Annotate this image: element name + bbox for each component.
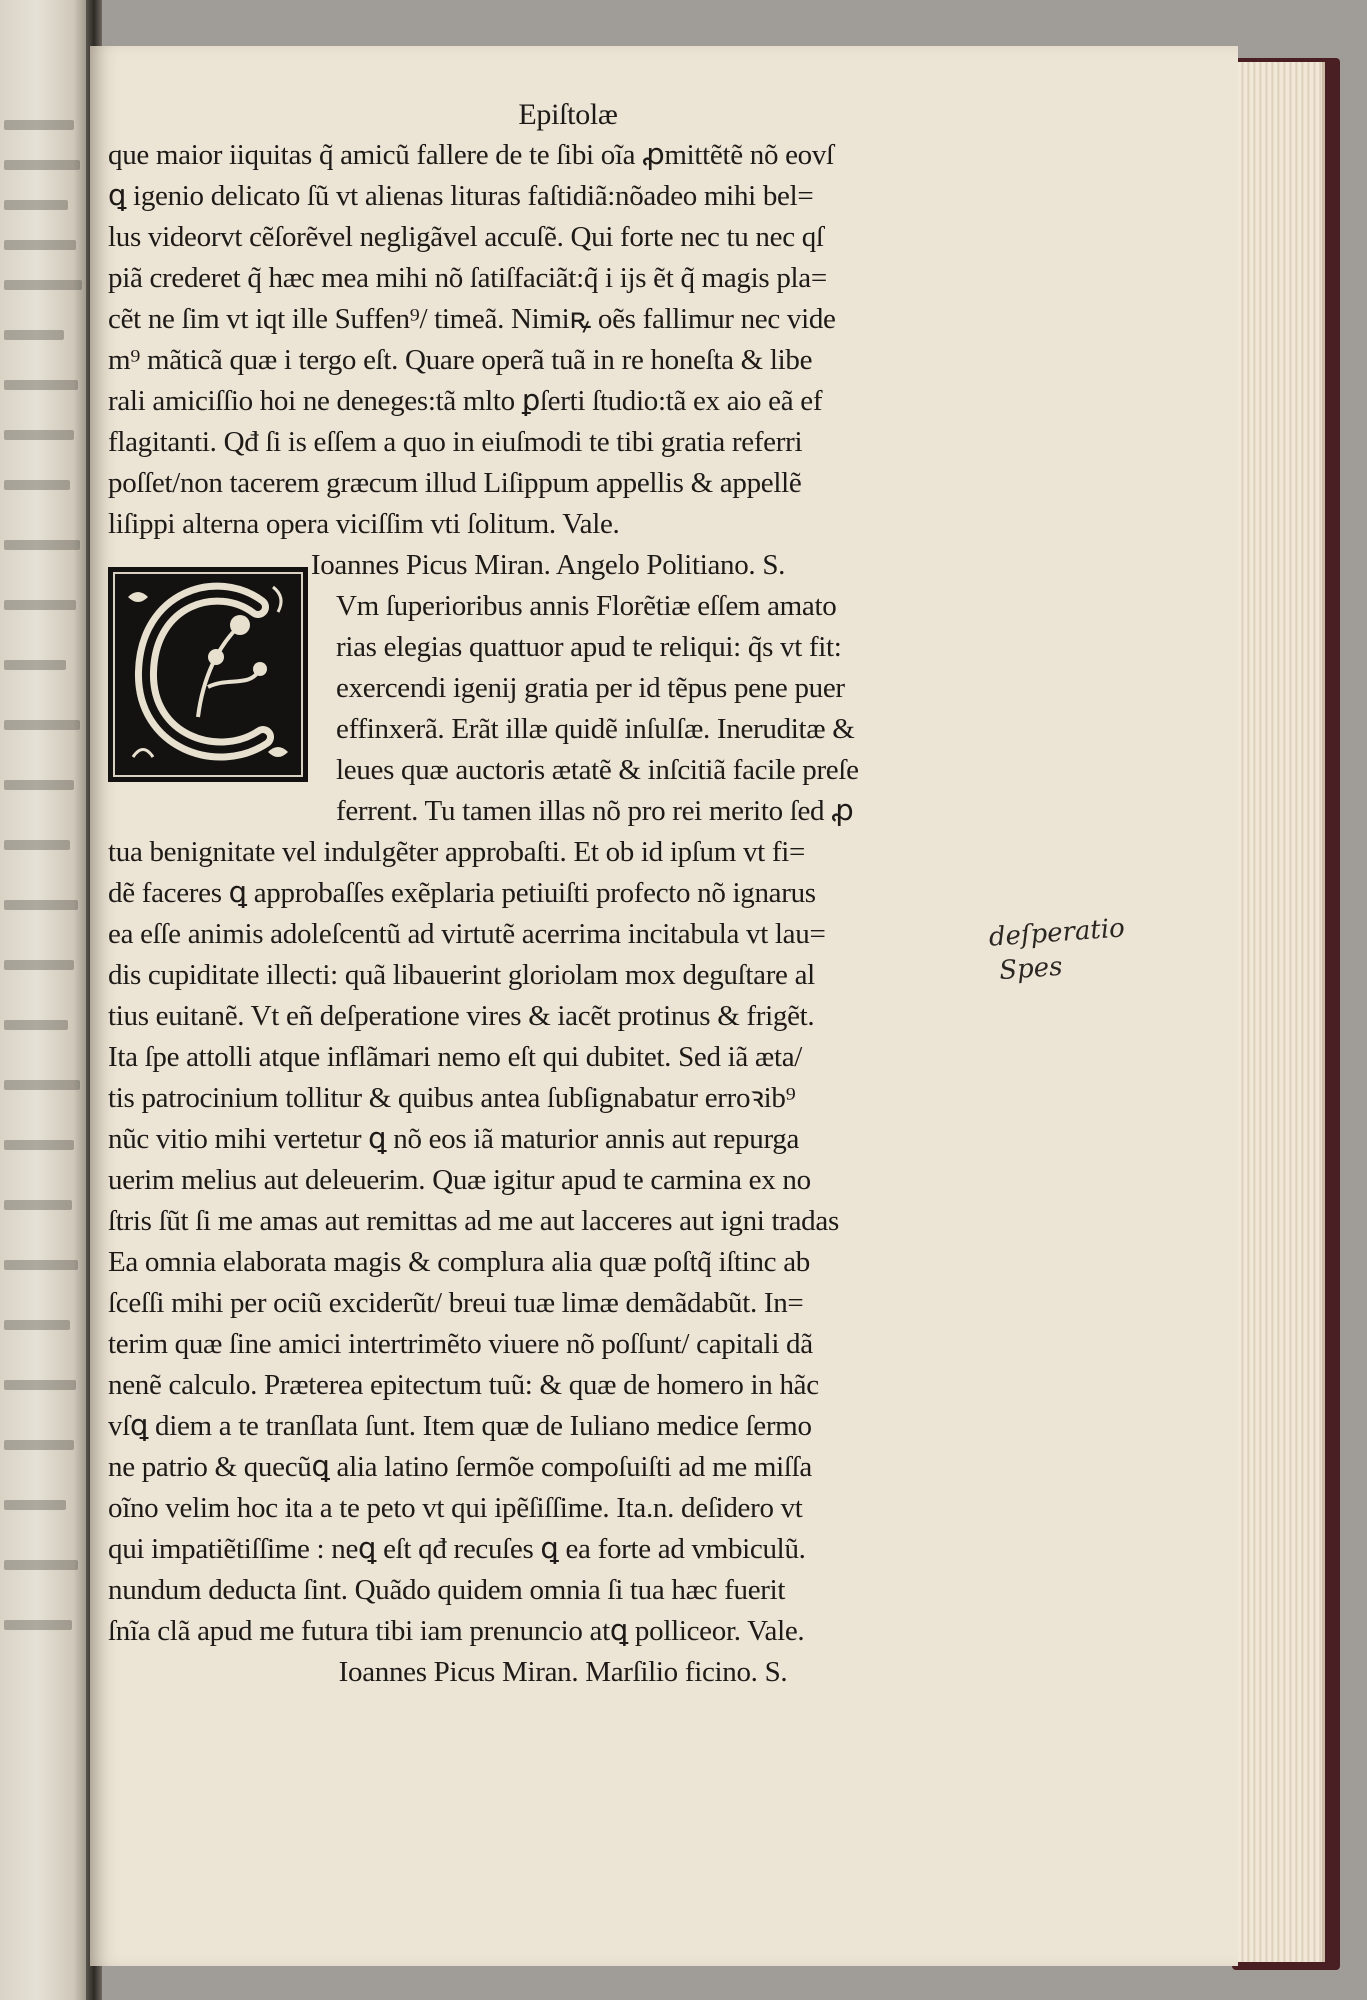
- text-line: liſippi alterna opera viciſſim vti ſolitum. Vale.: [108, 508, 620, 540]
- letter-heading: Ioannes Picus Miran. Marſilio ficino. S.: [338, 1656, 788, 1688]
- text-line: tis patrocinium tollitur & quibus antea ſubſignabatur erroꝛib⁹: [108, 1082, 796, 1114]
- margin-note-line: deſperatio: [987, 913, 1126, 953]
- text-line: flagitanti. Qđ ſi is eſſem a quo in eiuſmodi te tibi gratia referri: [108, 426, 803, 458]
- text-line: ne patrio & quecũꝗ alia latino ſermõe compoſuiſti ad me miſſa: [108, 1451, 812, 1483]
- text-line: ea eſſe animis adoleſcentũ ad virtutẽ acerrima incitabula vt lau=: [108, 918, 826, 950]
- text-line: nenẽ calculo. Præterea epitectum tuũ: & quæ de homero in hãc: [108, 1369, 819, 1401]
- text-line: Ita ſpe attolli atque inflãmari nemo eſt qui dubitet. Sed iã æta/: [108, 1041, 803, 1073]
- text-line: tius euitanẽ. Vt eñ deſperatione vires & iacẽt protinus & frigẽt.: [108, 1000, 815, 1032]
- handwritten-margin-note: [988, 911, 1128, 988]
- text-line: ferrent. Tu tamen illas nõ pro rei merito ſed ꝓ: [336, 795, 854, 827]
- text-line: rias elegias quattuor apud te reliqui: q̃s vt fit:: [336, 631, 842, 663]
- text-line: uerim melius aut deleuerim. Quæ igitur apud te carmina ex no: [108, 1164, 811, 1196]
- running-head: Epiſtolæ: [518, 98, 618, 131]
- text-block: [108, 94, 988, 1693]
- letter-heading: Ioannes Picus Miran. Angelo Politiano. S.: [310, 549, 786, 581]
- text-line: nundum deducta ſint. Quãdo quidem omnia ſi tua hæc fuerit: [108, 1574, 786, 1606]
- text-line: cẽt ne ſim vt iqt ille Suffen⁹/ timeã. Nimiꝶ oẽs fallimur nec vide: [108, 303, 836, 335]
- text-line: qui impatiẽtiſſime : neꝗ eſt qđ recuſes ꝗ ea forte ad vmbiculũ.: [108, 1533, 806, 1565]
- text-line: dẽ faceres ꝗ approbaſſes exẽplaria petiuiſti profecto nõ ignarus: [108, 877, 816, 909]
- woodcut-initial-c: [108, 567, 308, 782]
- text-line: m⁹ mãticã quæ i tergo eſt. Quare operã tuã in re honeſta & libe: [108, 344, 813, 376]
- text-line: terim quæ ſine amici intertrimẽto viuere nõ poſſunt/ capitali dã: [108, 1328, 813, 1360]
- text-line: ſtris ſũt ſi me amas aut remittas ad me aut lacceres aut igni tradas: [108, 1205, 839, 1237]
- text-line: Vm ſuperioribus annis Florẽtiæ eſſem amato: [336, 590, 837, 622]
- text-line: tua benignitate vel indulgẽter approbaſti. Et ob id ipſum vt fi=: [108, 836, 806, 868]
- text-line: que maior iiquitas q̃ amicũ fallere de te ſibi oĩa ꝓmittẽtẽ nõ eovſ: [108, 139, 834, 171]
- text-line: ſnĩa clã apud me futura tibi iam prenuncio atꝗ polliceor. Vale.: [108, 1615, 805, 1647]
- text-line: leues quæ auctoris ætatẽ & inſcitiã facile preſe: [336, 754, 859, 786]
- text-line: lus videorvt cẽſorẽvel negligãvel accuſẽ. Qui forte nec tu nec qſ: [108, 221, 824, 253]
- facing-page-edge: [0, 0, 92, 2000]
- text-line: vſꝗ diem a te tranſlata ſunt. Item quæ de Iuliano medice ſermo: [108, 1410, 812, 1442]
- page-fore-edge: [1232, 62, 1325, 1962]
- text-line: dis cupiditate illecti: quã libauerint gloriolam mox deguſtare al: [108, 959, 815, 991]
- text-line: rali amiciſſio hoi ne deneges:tã mlto ꝑſerti ſtudio:tã ex aio eã ef: [108, 385, 823, 417]
- text-line: poſſet/non tacerem græcum illud Liſippum appellis & appellẽ: [108, 467, 802, 499]
- text-line: Ea omnia elaborata magis & complura alia quæ poſtq̃ iſtinc ab: [108, 1246, 810, 1278]
- margin-note-line: Spes: [998, 951, 1064, 987]
- text-line: piã crederet q̃ hæc mea mihi nõ ſatiſfaciãt:q̃ i ijs ẽt q̃ magis pla=: [108, 262, 827, 294]
- text-line: effinxerã. Erãt illæ quidẽ inſulſæ. Ineruditæ &: [336, 713, 855, 745]
- text-line: oĩno velim hoc ita a te peto vt qui ipẽſiſſime. Ita.n. deſidero vt: [108, 1492, 803, 1524]
- text-line: ꝗ igenio delicato ſũ vt alienas lituras faſtidiã:nõadeo mihi bel=: [108, 180, 814, 212]
- book-page: [90, 46, 1238, 1966]
- text-line: nũc vitio mihi vertetur ꝗ nõ eos iã maturior annis aut repurga: [108, 1123, 800, 1155]
- text-line: exercendi igenij gratia per id tẽpus pene puer: [336, 672, 845, 704]
- text-line: ſceſſi mihi per ociũ exciderũt/ breui tuæ limæ demãdabũt. In=: [108, 1287, 804, 1319]
